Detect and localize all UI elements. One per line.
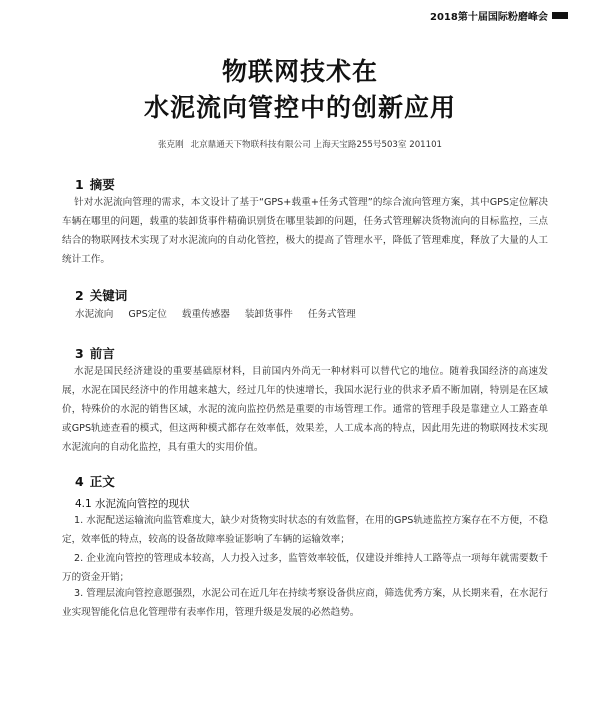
section-title: 前言: [89, 346, 115, 361]
list-item: 2. 企业流向管控的管理成本较高，人力投入过多，监管效率较低，仅建设并维持人工路等点一项每年就需要数千万的资金开销；: [62, 553, 548, 583]
section-heading-preface: [75, 344, 115, 362]
section-heading-keywords: [75, 286, 127, 304]
list-item: 3. 管理层流向管控意愿强烈，水泥公司在近几年在持续考察设备供应商，筛选优秀方案，从长期来看，在水泥行业实现智能化信息化管理带有表率作用，管理升级是发展的必然趋势。: [62, 588, 548, 618]
section-number: 4: [75, 474, 84, 489]
keyword: GPS定位: [128, 309, 167, 320]
subsection-number: 4.1: [75, 498, 92, 510]
keyword-list: [75, 306, 356, 320]
section-title: 关键词: [89, 288, 128, 303]
keyword: 任务式管理: [307, 309, 356, 320]
section-number: 3: [75, 346, 84, 361]
keyword: 载重传感器: [181, 309, 230, 320]
section-title: 摘要: [89, 177, 115, 192]
keyword: 水泥流向: [75, 309, 114, 320]
abstract-text: 针对水泥流向管理的需求，本文设计了基于“GPS+载重+任务式管理”的综合流向管理方案，其中GPS定位解决车辆在哪里的问题，载重的装卸货事件精确识别货在哪里装卸的问题，任务式管理解决货物流向的目标监控，三点结合的物联网技术实现了对水泥流向的自动化管控，极大的提高了管理水平，降低了管理难度，释放了大量的人工统计工作。: [62, 197, 548, 265]
section-number: 2: [75, 288, 84, 303]
running-header-text: 2018第十届国际粉磨峰会: [430, 12, 548, 23]
section-heading-abstract: [75, 175, 115, 193]
running-header: [430, 8, 588, 23]
preface-text: 水泥是国民经济建设的重要基础原材料，目前国内外尚无一种材料可以替代它的地位。随着我国经济的高速发展，水泥在国民经济中的作用越来越大，经过几年的快速增长，我国水泥行业的供求矛盾不断加剧，特别是在区域价，特殊价的水泥的销售区域，水泥的流向监控仍然是重要的市场管理工作。通常的管理手段是靠建立人工路查单或GPS轨迹查看的模式，但这两种模式都存在效率低，效果差，人工成本高的特点，因此用先进的物联网技术实现水泥流向的自动化监控，具有重大的实用价值。: [62, 366, 548, 453]
header-mark: [552, 12, 568, 19]
list-item: 1. 水泥配送运输流向监管难度大，缺少对货物实时状态的有效监督，在用的GPS轨迹监控方案存在不方便，不稳定，效率低的特点，较高的设备故障率验证影响了车辆的运输效率；: [62, 515, 548, 545]
subsection-heading: [75, 496, 190, 511]
author-line: [0, 138, 600, 150]
keyword: 装卸货事件: [244, 309, 293, 320]
paper-title-line-1: 物联网技术在: [221, 57, 378, 86]
section-number: 1: [75, 177, 84, 192]
author-name: 张克刚: [157, 140, 184, 150]
subsection-title: 水泥流向管控的现状: [95, 498, 190, 510]
section-title: 正文: [89, 474, 115, 489]
section-heading-body: [75, 472, 115, 490]
author-affiliation: 北京鼎通天下物联科技有限公司 上海天宝路255号503室 201101: [190, 140, 443, 150]
paper-title-line-2: 水泥流向管控中的创新应用: [143, 93, 456, 122]
